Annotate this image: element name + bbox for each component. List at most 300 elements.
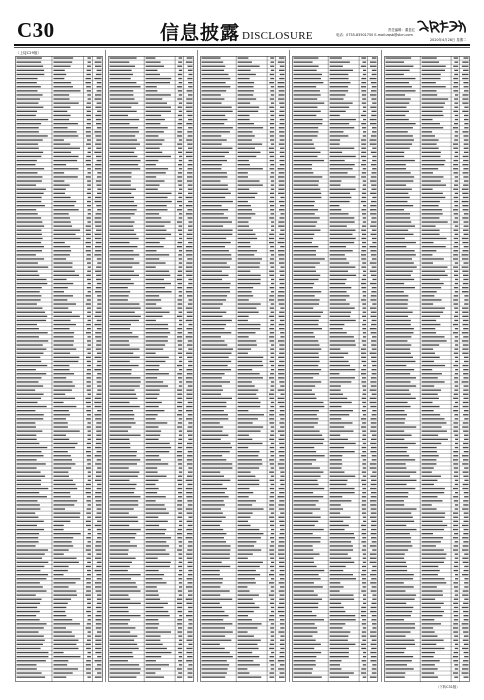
cell-text-mark — [97, 193, 101, 194]
cell-text-mark — [453, 148, 458, 149]
cell-text-mark — [372, 168, 376, 169]
cell-text-mark — [270, 566, 274, 567]
cell-text-mark — [238, 459, 262, 460]
cell-text-mark — [146, 422, 168, 423]
cell-text-mark — [455, 152, 458, 153]
cell-text-mark — [422, 636, 438, 637]
cell-text-mark — [422, 287, 442, 288]
cell-text-mark — [454, 156, 458, 157]
cell-text-mark — [178, 74, 182, 75]
cell-text-mark — [279, 144, 285, 145]
cell-text-mark — [270, 488, 274, 489]
cell-text-mark — [179, 435, 182, 436]
cell-text-mark — [330, 504, 341, 505]
cell-text-mark — [330, 205, 340, 206]
cell-text-mark — [371, 98, 376, 99]
cell-text-mark — [53, 86, 73, 87]
cell-text-mark — [372, 148, 376, 149]
cell-text-mark — [146, 373, 169, 374]
cell-text-mark — [202, 144, 222, 145]
cell-text-mark — [422, 484, 434, 485]
cell-text-mark — [454, 230, 459, 231]
cell-text-mark — [294, 648, 315, 649]
cell-text-mark — [96, 623, 102, 624]
cell-text-mark — [110, 336, 139, 337]
cell-text-mark — [238, 193, 258, 194]
cell-text-mark — [330, 422, 353, 423]
cell-text-mark — [462, 668, 469, 669]
cell-text-mark — [294, 123, 323, 124]
cell-text-mark — [178, 447, 182, 448]
cell-text-mark — [386, 193, 409, 194]
cell-text-mark — [53, 418, 66, 419]
cell-text-mark — [422, 677, 438, 678]
cell-text-mark — [270, 119, 274, 120]
cell-text-mark — [271, 291, 274, 292]
cell-text-mark — [422, 70, 445, 71]
cell-text-mark — [271, 369, 274, 370]
cell-text-mark — [146, 586, 157, 587]
cell-text-mark — [146, 480, 159, 481]
cell-text-mark — [453, 537, 458, 538]
cell-text-mark — [386, 336, 412, 337]
cell-text-mark — [386, 615, 411, 616]
cell-text-mark — [330, 435, 341, 436]
cell-text-mark — [294, 414, 317, 415]
cell-text-mark — [238, 517, 251, 518]
cell-text-mark — [178, 254, 182, 255]
cell-text-mark — [294, 381, 322, 382]
cell-text-mark — [294, 463, 312, 464]
cell-text-mark — [53, 422, 67, 423]
cell-text-mark — [238, 472, 251, 473]
cell-text-mark — [188, 94, 193, 95]
cell-text-mark — [110, 90, 134, 91]
cell-text-mark — [386, 74, 404, 75]
cell-text-mark — [178, 164, 182, 165]
cell-text-mark — [279, 349, 284, 350]
cell-text-mark — [280, 672, 285, 673]
cell-text-mark — [294, 533, 313, 534]
cell-text-mark — [202, 299, 227, 300]
cell-text-mark — [110, 344, 130, 345]
cell-text-mark — [271, 172, 274, 173]
cell-text-mark — [279, 131, 284, 132]
cell-text-mark — [280, 148, 284, 149]
cell-text-mark — [294, 439, 325, 440]
cell-text-mark — [453, 299, 458, 300]
cell-text-mark — [386, 148, 410, 149]
cell-text-mark — [422, 541, 441, 542]
cell-text-mark — [53, 148, 79, 149]
cell-text-mark — [146, 426, 159, 427]
cell-text-mark — [238, 554, 253, 555]
cell-text-mark — [386, 476, 411, 477]
cell-text-mark — [110, 463, 137, 464]
cell-text-mark — [363, 217, 367, 218]
cell-text-mark — [330, 623, 346, 624]
cell-text-mark — [96, 156, 102, 157]
cell-text-mark — [279, 590, 285, 591]
cell-text-mark — [110, 574, 141, 575]
cell-text-mark — [280, 283, 285, 284]
cell-text-mark — [187, 295, 193, 296]
cell-text-mark — [238, 381, 252, 382]
cell-text-mark — [362, 410, 366, 411]
cell-text-mark — [95, 418, 101, 419]
cell-text-mark — [294, 443, 324, 444]
cell-text-mark — [371, 492, 377, 493]
cell-text-mark — [17, 459, 37, 460]
cell-text-mark — [372, 127, 377, 128]
cell-text-mark — [202, 455, 223, 456]
cell-text-mark — [330, 570, 344, 571]
cell-text-mark — [53, 373, 74, 374]
cell-text-mark — [463, 459, 469, 460]
cell-text-mark — [463, 394, 468, 395]
cell-text-mark — [422, 250, 437, 251]
cell-text-mark — [279, 262, 285, 263]
cell-text-mark — [371, 607, 377, 608]
cell-text-mark — [422, 94, 438, 95]
cell-text-mark — [238, 414, 264, 415]
cell-text-mark — [330, 672, 354, 673]
cell-text-mark — [371, 340, 376, 341]
cell-text-mark — [110, 70, 132, 71]
cell-text-mark — [422, 152, 441, 153]
cell-text-mark — [278, 340, 285, 341]
cell-text-mark — [422, 267, 448, 268]
cell-text-mark — [279, 467, 284, 468]
cell-text-mark — [280, 447, 285, 448]
cell-text-mark — [146, 484, 156, 485]
cell-text-mark — [186, 406, 192, 407]
cell-text-mark — [110, 394, 137, 395]
cell-text-mark — [361, 283, 366, 284]
cell-text-mark — [53, 467, 71, 468]
newspaper-logo-icon — [416, 18, 468, 34]
cell-text-mark — [362, 472, 366, 473]
cell-text-mark — [370, 402, 377, 403]
cell-text-mark — [86, 176, 91, 177]
cell-text-mark — [463, 414, 468, 415]
cell-text-mark — [362, 213, 366, 214]
cell-text-mark — [95, 455, 102, 456]
column-divider — [289, 50, 290, 682]
cell-text-mark — [372, 258, 377, 259]
cell-text-mark — [238, 353, 248, 354]
cell-text-mark — [386, 480, 417, 481]
cell-text-mark — [422, 431, 447, 432]
cell-text-mark — [454, 213, 459, 214]
cell-text-mark — [97, 611, 102, 612]
cell-text-mark — [238, 500, 256, 501]
cell-text-mark — [178, 574, 182, 575]
cell-text-mark — [370, 398, 377, 399]
cell-text-mark — [271, 533, 274, 534]
cell-text-mark — [17, 677, 46, 678]
cell-text-mark — [238, 205, 251, 206]
cell-text-mark — [454, 381, 458, 382]
cell-text-mark — [386, 340, 408, 341]
cell-text-mark — [330, 529, 345, 530]
cell-text-mark — [188, 435, 192, 436]
cell-text-mark — [202, 492, 225, 493]
cell-text-mark — [294, 480, 318, 481]
cell-text-mark — [330, 340, 355, 341]
cell-text-mark — [361, 648, 366, 649]
cell-text-mark — [422, 570, 440, 571]
cell-text-mark — [386, 283, 405, 284]
cell-text-mark — [278, 431, 285, 432]
cell-text-mark — [146, 221, 171, 222]
cell-text-mark — [188, 385, 193, 386]
cell-text-mark — [386, 316, 409, 317]
cell-text-mark — [294, 328, 322, 329]
cell-text-mark — [280, 213, 284, 214]
cell-text-mark — [96, 139, 101, 140]
cell-text-mark — [17, 582, 40, 583]
cell-text-mark — [454, 636, 458, 637]
cell-text-mark — [271, 283, 274, 284]
cell-text-mark — [294, 156, 318, 157]
cell-text-mark — [361, 164, 366, 165]
cell-text-mark — [17, 287, 42, 288]
cell-text-mark — [330, 431, 354, 432]
cell-text-mark — [86, 672, 91, 673]
cell-text-mark — [53, 627, 66, 628]
cell-text-mark — [455, 447, 458, 448]
table-column-1 — [15, 50, 103, 682]
cell-text-mark — [464, 492, 469, 493]
cell-text-mark — [330, 279, 347, 280]
cell-text-mark — [330, 640, 348, 641]
cell-text-mark — [110, 308, 141, 309]
cell-text-mark — [294, 426, 315, 427]
cell-text-mark — [238, 488, 250, 489]
cell-text-mark — [454, 414, 458, 415]
cell-text-mark — [330, 418, 342, 419]
cell-text-mark — [202, 525, 220, 526]
cell-text-mark — [178, 492, 182, 493]
cell-text-mark — [53, 636, 74, 637]
cell-text-mark — [330, 472, 345, 473]
cell-text-mark — [386, 189, 412, 190]
cell-text-mark — [88, 533, 91, 534]
cell-text-mark — [386, 549, 409, 550]
cell-text-mark — [361, 299, 366, 300]
cell-text-mark — [146, 332, 171, 333]
cell-text-mark — [53, 107, 70, 108]
cell-text-mark — [386, 677, 405, 678]
cell-text-mark — [330, 312, 351, 313]
cell-text-mark — [361, 590, 366, 591]
cell-text-mark — [453, 525, 458, 526]
cell-text-mark — [294, 513, 313, 514]
cell-text-mark — [86, 234, 91, 235]
cell-text-mark — [330, 316, 351, 317]
cell-text-mark — [86, 160, 91, 161]
cell-text-mark — [53, 70, 64, 71]
cell-text-mark — [96, 439, 101, 440]
cell-text-mark — [146, 549, 166, 550]
cell-text-mark — [371, 115, 376, 116]
cell-text-mark — [179, 217, 183, 218]
cell-text-mark — [363, 180, 366, 181]
cell-text-mark — [270, 599, 274, 600]
cell-text-mark — [280, 595, 285, 596]
cell-text-mark — [330, 308, 355, 309]
cell-text-mark — [53, 631, 71, 632]
cell-text-mark — [110, 418, 135, 419]
cell-text-mark — [95, 168, 102, 169]
cell-text-mark — [178, 344, 182, 345]
cell-text-mark — [462, 103, 468, 104]
cell-text-mark — [280, 205, 284, 206]
cell-text-mark — [238, 426, 264, 427]
cell-text-mark — [386, 107, 407, 108]
cell-text-mark — [53, 492, 70, 493]
cell-text-mark — [370, 209, 376, 210]
cell-text-mark — [270, 176, 274, 177]
cell-text-mark — [422, 226, 436, 227]
cell-text-mark — [146, 230, 167, 231]
cell-text-mark — [464, 152, 469, 153]
cell-text-mark — [110, 144, 140, 145]
cell-text-mark — [464, 385, 469, 386]
cell-text-mark — [271, 590, 275, 591]
cell-text-mark — [462, 508, 468, 509]
cell-text-mark — [53, 275, 79, 276]
cell-text-mark — [454, 107, 458, 108]
cell-text-mark — [187, 209, 192, 210]
cell-text-mark — [330, 636, 349, 637]
cell-text-mark — [187, 234, 193, 235]
cell-text-mark — [53, 131, 76, 132]
cell-text-mark — [188, 340, 193, 341]
cell-text-mark — [202, 488, 228, 489]
cell-text-mark — [177, 131, 182, 132]
cell-text-mark — [202, 463, 233, 464]
cell-text-mark — [294, 660, 316, 661]
cell-text-mark — [453, 459, 458, 460]
cell-text-mark — [96, 431, 101, 432]
cell-text-mark — [17, 279, 47, 280]
cell-text-mark — [187, 463, 193, 464]
cell-text-mark — [278, 357, 284, 358]
cell-text-mark — [179, 238, 182, 239]
cell-text-mark — [370, 144, 377, 145]
cell-text-mark — [188, 332, 193, 333]
cell-text-mark — [386, 139, 414, 140]
cell-text-mark — [294, 406, 325, 407]
cell-text-mark — [53, 328, 69, 329]
cell-text-mark — [422, 496, 438, 497]
cell-text-mark — [238, 62, 252, 63]
cell-text-mark — [370, 107, 376, 108]
cell-text-mark — [462, 312, 468, 313]
cell-text-mark — [271, 144, 274, 145]
cell-text-mark — [280, 664, 285, 665]
cell-text-mark — [53, 103, 78, 104]
cell-text-mark — [17, 467, 37, 468]
cell-text-mark — [87, 496, 91, 497]
cell-text-mark — [87, 426, 91, 427]
cell-text-mark — [330, 582, 341, 583]
cell-text-mark — [464, 439, 468, 440]
cell-text-mark — [455, 262, 458, 263]
cell-text-mark — [363, 627, 366, 628]
cell-text-mark — [363, 295, 366, 296]
cell-text-mark — [110, 664, 140, 665]
cell-text-mark — [362, 439, 366, 440]
cell-text-mark — [294, 361, 320, 362]
cell-text-mark — [279, 127, 285, 128]
cell-text-mark — [179, 168, 182, 169]
cell-text-mark — [238, 504, 253, 505]
cell-text-mark — [86, 545, 91, 546]
cell-text-mark — [202, 648, 225, 649]
cell-text-mark — [453, 398, 458, 399]
cell-text-mark — [280, 164, 285, 165]
cell-text-mark — [188, 74, 192, 75]
cell-text-mark — [294, 631, 318, 632]
cell-text-mark — [330, 426, 345, 427]
cell-text-mark — [238, 578, 255, 579]
cell-text-mark — [87, 70, 91, 71]
cell-text-mark — [110, 517, 138, 518]
cell-text-mark — [87, 443, 91, 444]
cell-text-mark — [146, 599, 160, 600]
cell-text-mark — [454, 586, 458, 587]
cell-text-mark — [146, 115, 162, 116]
cell-text-mark — [146, 336, 168, 337]
cell-text-mark — [146, 455, 160, 456]
cell-text-mark — [422, 344, 440, 345]
cell-text-mark — [186, 205, 193, 206]
cell-text-mark — [17, 422, 36, 423]
cell-text-mark — [238, 492, 254, 493]
cell-text-mark — [422, 398, 439, 399]
cell-text-mark — [95, 271, 101, 272]
cell-text-mark — [202, 431, 223, 432]
cell-text-mark — [279, 615, 284, 616]
cell-text-mark — [455, 176, 459, 177]
cell-text-mark — [17, 533, 40, 534]
cell-text-mark — [110, 636, 138, 637]
cell-text-mark — [330, 463, 343, 464]
cell-text-mark — [17, 619, 40, 620]
cell-text-mark — [178, 422, 182, 423]
cell-text-mark — [330, 57, 342, 58]
cell-text-mark — [187, 373, 193, 374]
cell-text-mark — [454, 82, 458, 83]
cell-text-mark — [146, 619, 159, 620]
cell-text-mark — [422, 390, 441, 391]
cell-text-mark — [270, 353, 274, 354]
cell-text-mark — [110, 603, 141, 604]
issue-date: 2020年4月28日 星期二 — [430, 38, 467, 42]
cell-text-mark — [362, 435, 366, 436]
cell-text-mark — [146, 303, 157, 304]
cell-text-mark — [370, 193, 376, 194]
cell-text-mark — [146, 500, 156, 501]
cell-text-mark — [88, 631, 91, 632]
cell-text-mark — [362, 504, 366, 505]
cell-text-mark — [422, 320, 437, 321]
cell-text-mark — [280, 586, 284, 587]
cell-text-mark — [362, 533, 367, 534]
